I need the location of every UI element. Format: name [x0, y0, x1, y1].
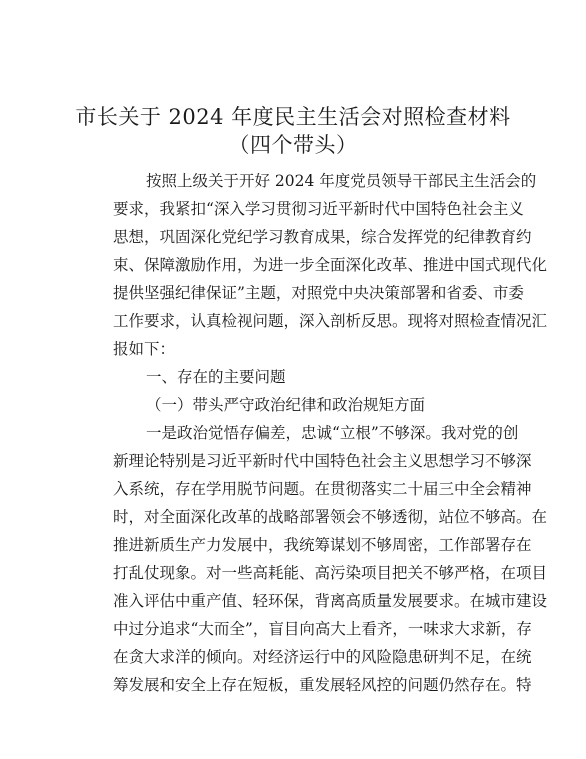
document-title: 市长关于 2024 年度民主生活会对照检查材料	[75, 105, 511, 129]
body-line: 准入评估中重产值、轻环保，背离高质量发展要求。在城市建设	[113, 592, 548, 610]
body-line: 入系统，存在学用脱节问题。在贯彻落实二十届三中全会精神	[113, 480, 532, 498]
intro-line: 束、保障激励作用，为进一步全面深化改革、推进中国式现代化	[113, 256, 548, 274]
intro-line: 提供坚强纪律保证”主题，对照党中央决策部署和省委、市委	[113, 284, 524, 302]
body-line: 时，对全面深化改革的战略部署领会不够透彻，站位不够高。在	[113, 508, 548, 526]
body-line: 在贪大求洋的倾向。对经济运行中的风险隐患研判不足，在统	[113, 648, 532, 666]
intro-line: 思想，巩固深化党纪学习教育成果，综合发挥党的纪律教育约	[113, 228, 532, 246]
body-line: 中过分追求“大而全”，盲目向高大上看齐，一味求大求新，存	[113, 620, 532, 638]
body-line: 筹发展和安全上存在短板，重发展轻风控的问题仍然存在。特	[113, 676, 532, 694]
intro-line: 工作要求，认真检视问题，深入剖析反思。现将对照检查情况汇	[113, 312, 548, 330]
document-subtitle: （四个带头）	[228, 133, 358, 157]
body-line: 打乱仗现象。对一些高耗能、高污染项目把关不够严格，在项目	[113, 564, 548, 582]
intro-line: 要求，我紧扣“深入学习贯彻习近平新时代中国特色社会主义	[113, 200, 524, 218]
subsection-heading: （一）带头严守政治纪律和政治规矩方面	[146, 396, 426, 414]
intro-line: 报如下：	[113, 340, 176, 358]
body-line: 推进新质生产力发展中，我统筹谋划不够周密，工作部署存在	[113, 536, 532, 554]
body-line: 新理论特别是习近平新时代中国特色社会主义思想学习不够深	[113, 452, 532, 470]
section-heading: 一、存在的主要问题	[146, 368, 286, 386]
intro-line: 按照上级关于开好 2024 年度党员领导干部民主生活会的	[146, 172, 537, 190]
body-line: 一是政治觉悟存偏差，忠诚“立根”不够深。我对党的创	[146, 424, 519, 442]
